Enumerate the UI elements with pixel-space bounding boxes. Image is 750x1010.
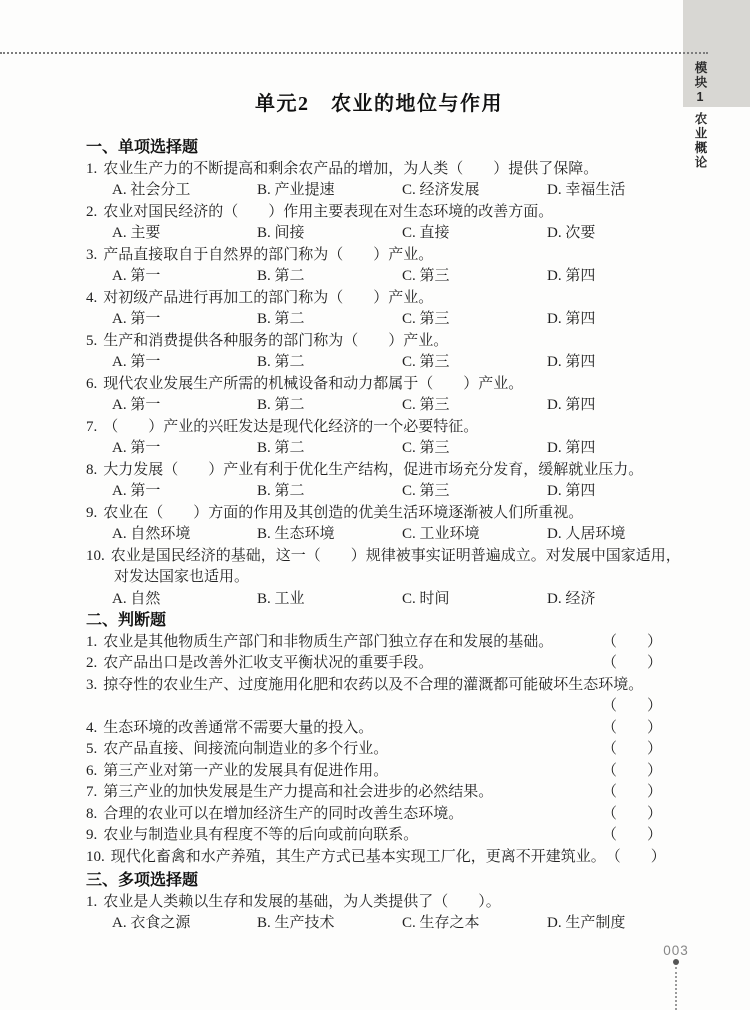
question-row <box>86 460 662 482</box>
option-item: B. 产业提速 <box>257 182 335 198</box>
question-text-wrap <box>86 847 606 869</box>
question-row <box>86 503 662 525</box>
question-number: 4. <box>86 289 98 306</box>
option-item: A. 社会分工 <box>112 182 191 198</box>
judgement-row <box>86 847 666 869</box>
option-item: A. 自然 <box>112 590 161 607</box>
question-text-wrap <box>86 761 388 783</box>
question-text: 大力发展（ ）产业有利于优化生产结构，促进市场充分发育，缓解就业压力。 <box>103 461 644 478</box>
option-item: D. 第四 <box>547 268 596 284</box>
question-text: 掠夺性的农业生产、过度施用化肥和农药以及不合理的灌溉都可能破坏生态环境。 <box>103 676 644 693</box>
question-text-wrap <box>86 739 388 761</box>
option-item: D. 第四 <box>547 311 596 327</box>
question-text-wrap <box>86 718 373 740</box>
option-item: A. 第一 <box>112 483 161 499</box>
option-item: D. 幸福生活 <box>547 182 626 198</box>
option-item: B. 第二 <box>257 268 305 284</box>
option-item: B. 第二 <box>257 397 305 413</box>
module-name-label: 农业概论 <box>693 112 707 170</box>
option-item: C. 第三 <box>402 397 450 413</box>
question-number: 3. <box>86 676 98 693</box>
question-text-continued: 对发达国家也适用。 <box>114 569 250 585</box>
question-text: 农业是其他物质生产部门和非物质生产部门独立存在和发展的基础。 <box>103 633 554 650</box>
option-item: C. 第三 <box>402 268 450 284</box>
option-item: B. 生产技术 <box>257 915 335 931</box>
option-item: B. 第二 <box>257 440 305 456</box>
options-row <box>86 309 662 331</box>
question-row <box>86 288 662 310</box>
option-item: C. 直接 <box>402 225 450 241</box>
judgement-row <box>86 739 662 761</box>
question-number: 6. <box>86 762 98 779</box>
option-item: A. 第一 <box>112 397 161 413</box>
option-item: B. 第二 <box>257 483 305 499</box>
question-number: 5. <box>86 741 98 757</box>
answer-blank: （ ） <box>601 741 662 757</box>
options-row <box>86 395 662 417</box>
question-number: 1. <box>86 160 98 177</box>
question-text: 对初级产品进行再加工的部门称为（ ）产业。 <box>103 289 434 306</box>
option-item: A. 第一 <box>112 268 161 284</box>
question-number: 7. <box>86 418 98 435</box>
footer-dot <box>673 959 679 965</box>
judgement-row <box>86 825 662 847</box>
options-row <box>86 352 662 374</box>
question-text: 农业在（ ）方面的作用及其创造的优美生活环境逐渐被人们所重视。 <box>103 504 584 521</box>
question-row <box>86 245 662 267</box>
question-number: 10. <box>86 848 105 865</box>
judgement-row <box>86 782 662 804</box>
question-row <box>86 892 662 914</box>
option-item: C. 第三 <box>402 311 450 327</box>
question-text: 农业是人类赖以生存和发展的基础，为人类提供了（ ）。 <box>103 893 501 910</box>
footer-dotted-line <box>675 967 677 1010</box>
question-number: 9. <box>86 504 98 521</box>
question-number: 6. <box>86 375 98 392</box>
question-text-wrap <box>86 653 433 675</box>
question-text: 生产和消费提供各种服务的部门称为（ ）产业。 <box>103 332 449 349</box>
question-row <box>86 417 662 439</box>
option-item: A. 第一 <box>112 354 161 370</box>
options-row <box>86 913 662 935</box>
question-text: 现代农业发展生产所需的机械设备和动力都属于（ ）产业。 <box>103 375 524 392</box>
section-heading-judgement: 二、判断题 <box>86 612 167 629</box>
question-row <box>86 374 662 396</box>
question-number: 8. <box>86 805 98 822</box>
option-item: C. 经济发展 <box>402 182 480 198</box>
options-row <box>86 180 662 202</box>
question-row <box>86 546 681 568</box>
answer-blank: （ ） <box>601 762 662 779</box>
option-item: A. 主要 <box>112 225 161 241</box>
section-heading-multiple-choice: 三、多项选择题 <box>86 872 199 889</box>
option-item: B. 生态环境 <box>257 526 335 542</box>
answer-blank: （ ） <box>601 655 662 671</box>
question-number: 8. <box>86 461 98 478</box>
option-item: C. 第三 <box>402 354 450 370</box>
question-text-wrap <box>86 632 553 654</box>
options-row <box>86 481 662 503</box>
option-item: D. 第四 <box>547 483 596 499</box>
options-row <box>86 438 662 460</box>
section-heading-single-choice: 一、单项选择题 <box>86 139 199 156</box>
judgement-row <box>86 761 662 783</box>
question-text-wrap <box>86 825 418 847</box>
question-text: 农业生产力的不断提高和剩余农产品的增加，为人类（ ）提供了保障。 <box>103 160 599 177</box>
question-number: 5. <box>86 332 98 349</box>
question-number: 2. <box>86 203 98 220</box>
judgement-row <box>86 632 662 654</box>
option-item: B. 第二 <box>257 311 305 327</box>
question-text: 农产品出口是改善外汇收支平衡状况的重要手段。 <box>103 655 434 671</box>
option-item: B. 工业 <box>257 590 305 607</box>
question-text: 第三产业的加快发展是生产力提高和社会进步的必然结果。 <box>103 784 494 800</box>
option-item: C. 工业环境 <box>402 526 480 542</box>
option-item: D. 次要 <box>547 225 596 241</box>
answer-blank-line <box>86 696 662 718</box>
answer-blank: （ ） <box>601 719 662 736</box>
option-item: C. 生存之本 <box>402 915 480 931</box>
option-item: A. 衣食之源 <box>112 915 191 931</box>
page-number: 003 <box>663 943 689 958</box>
option-item: D. 第四 <box>547 354 596 370</box>
question-number: 10. <box>86 547 105 564</box>
judgement-row <box>86 804 662 826</box>
question-text-wrap <box>86 804 463 826</box>
question-row <box>86 202 662 224</box>
judgement-row <box>86 653 662 675</box>
option-item: B. 间接 <box>257 225 305 241</box>
question-text: 现代化畜禽和水产养殖，其生产方式已基本实现工厂化，更离不开建筑业。 <box>110 848 606 865</box>
question-number: 2. <box>86 655 98 671</box>
option-item: A. 自然环境 <box>112 526 191 542</box>
options-row <box>86 223 662 245</box>
options-row <box>86 266 662 288</box>
answer-blank: （ ） <box>601 827 662 843</box>
question-number: 3. <box>86 246 98 263</box>
option-item: D. 人居环境 <box>547 526 626 542</box>
options-row <box>86 524 662 546</box>
question-text: 农业是国民经济的基础，这一（ ）规律被事实证明普遍成立。对发展中国家适用， <box>110 547 681 564</box>
question-text: 生态环境的改善通常不需要大量的投入。 <box>103 719 374 736</box>
question-row <box>86 331 662 353</box>
answer-blank: （ ） <box>601 633 662 650</box>
question-text: 农产品直接、间接流向制造业的多个行业。 <box>103 741 389 757</box>
option-item: C. 第三 <box>402 483 450 499</box>
option-item: B. 第二 <box>257 354 305 370</box>
question-number: 7. <box>86 784 98 800</box>
module-tab-label: 模块1 <box>693 61 707 106</box>
option-item: D. 生产制度 <box>547 915 626 931</box>
question-row <box>86 159 662 181</box>
judgement-row <box>86 718 662 740</box>
option-item: A. 第一 <box>112 311 161 327</box>
page-title: 单元2 农业的地位与作用 <box>255 93 503 115</box>
question-text: 农业与制造业具有程度不等的后向或前向联系。 <box>103 827 419 843</box>
answer-blank: （ ） <box>601 698 662 714</box>
answer-blank: （ ） <box>601 784 662 800</box>
answer-blank: （ ） <box>605 848 666 865</box>
question-text: 产品直接取自于自然界的部门称为（ ）产业。 <box>103 246 434 263</box>
option-item: A. 第一 <box>112 440 161 456</box>
header-dotted-rule <box>0 52 708 54</box>
question-number: 4. <box>86 719 98 736</box>
page-content <box>86 92 681 935</box>
judgement-row <box>86 675 662 697</box>
question-number: 9. <box>86 827 98 843</box>
option-item: C. 第三 <box>402 440 450 456</box>
question-text: 合理的农业可以在增加经济生产的同时改善生态环境。 <box>103 805 464 822</box>
options-row <box>86 589 662 611</box>
question-number: 1. <box>86 893 98 910</box>
option-item: D. 经济 <box>547 590 596 607</box>
question-number: 1. <box>86 633 98 650</box>
question-text: （ ）产业的兴旺发达是现代化经济的一个必要特征。 <box>103 418 479 435</box>
option-item: D. 第四 <box>547 397 596 413</box>
question-text: 农业对国民经济的（ ）作用主要表现在对生态环境的改善方面。 <box>103 203 554 220</box>
question-text: 第三产业对第一产业的发展具有促进作用。 <box>103 762 389 779</box>
option-item: C. 时间 <box>402 590 450 607</box>
answer-blank: （ ） <box>601 805 662 822</box>
option-item: D. 第四 <box>547 440 596 456</box>
question-text-wrap <box>86 782 493 804</box>
